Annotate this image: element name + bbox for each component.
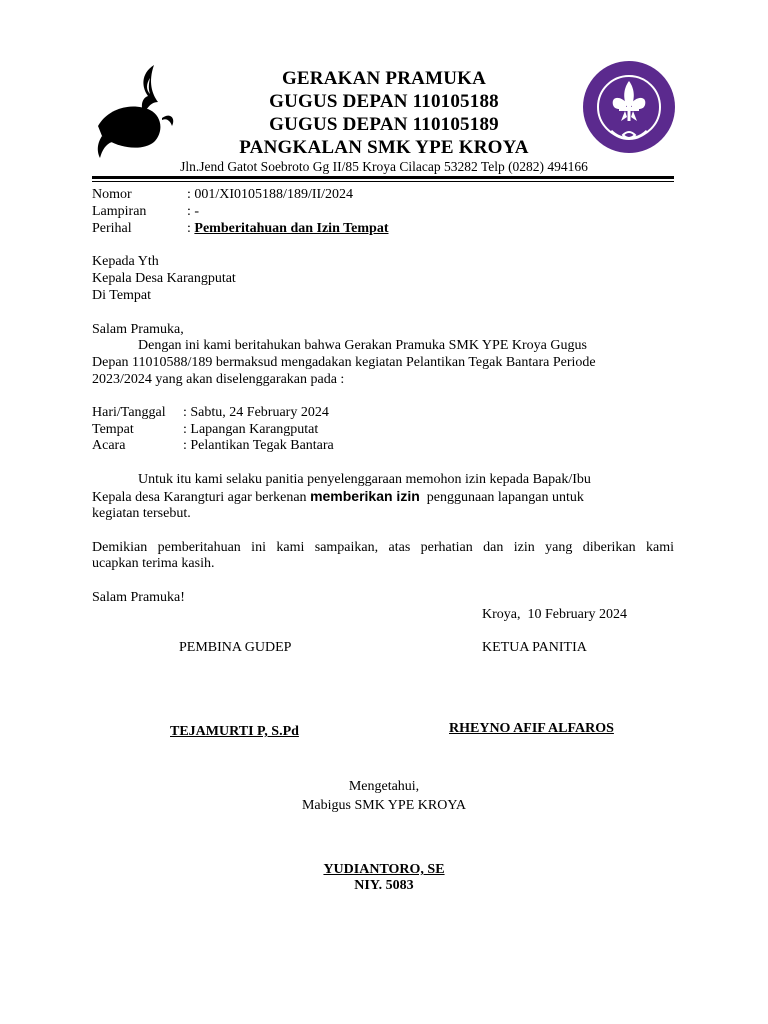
left-signature-name: TEJAMURTI P, S.Pd: [170, 724, 299, 739]
lampiran-value: : -: [187, 204, 200, 219]
place-date: Kroya, 10 February 2024: [482, 607, 628, 622]
event-date-value: : Sabtu, 24 February 2024: [183, 405, 329, 420]
lampiran-label: Lampiran: [92, 204, 147, 219]
left-signature-title: PEMBINA GUDEP: [179, 640, 292, 655]
bottom-signature-id: NIY. 5083: [354, 878, 414, 893]
nomor-label: Nomor: [92, 187, 132, 202]
ack-line-2: Mabigus SMK YPE KROYA: [301, 798, 466, 813]
perihal-colon: :: [187, 221, 195, 236]
recipient-line-3: Di Tempat: [92, 288, 152, 303]
para2-line-2: [92, 488, 584, 506]
para2-line-3: kegiatan tersebut.: [92, 506, 191, 521]
letterhead-line-1: GERAKAN PRAMUKA: [281, 68, 487, 89]
letterhead-divider-thin: [92, 181, 674, 182]
para2-line-2-post: penggunaan lapangan untuk: [419, 490, 584, 505]
para2-line-1: Untuk itu kami selaku panitia penyelenggaraan memohon izin kepada Bapak/Ibu: [138, 472, 591, 487]
event-place-label: Tempat: [92, 422, 134, 437]
para2-line-2-pre: Kepala desa Karangturi agar berkenan: [92, 490, 311, 505]
right-signature-title: KETUA PANITIA: [482, 640, 587, 655]
perihal-value: Pemberitahuan dan Izin Tempat: [194, 221, 389, 236]
letterhead-line-3: GUGUS DEPAN 110105189: [269, 114, 499, 135]
event-place-value: : Lapangan Karangputat: [183, 422, 319, 437]
recipient-line-2: Kepala Desa Karangputat: [92, 271, 236, 286]
closing: Salam Pramuka!: [92, 590, 185, 605]
para3-line-2: ucapkan terima kasih.: [92, 556, 215, 571]
letterhead-line-2: GUGUS DEPAN 110105188: [269, 91, 499, 112]
bottom-signature-name: YUDIANTORO, SE: [323, 862, 445, 877]
para1-line-3: 2023/2024 yang akan diselenggarakan pada :: [92, 372, 345, 387]
para3-line-1: Demikian pemberitahuan ini kami sampaikan, atas perhatian dan izin yang diberikan kami: [92, 540, 674, 555]
letterhead-line-4: PANGKALAN SMK YPE KROYA: [239, 137, 529, 158]
right-signature-name: RHEYNO AFIF ALFAROS: [449, 721, 614, 736]
perihal-line: [187, 220, 388, 237]
event-date-label: Hari/Tanggal: [92, 405, 166, 420]
event-agenda-label: Acara: [92, 438, 126, 453]
perihal-label: Perihal: [92, 221, 132, 236]
para1-line-2: Depan 11010588/189 bermaksud mengadakan kegiatan Pelantikan Tegak Bantara Periode: [92, 355, 596, 370]
event-agenda-value: : Pelantikan Tegak Bantara: [183, 438, 334, 453]
nomor-value: : 001/XI0105188/189/II/2024: [187, 187, 354, 202]
letterhead-divider-thick: [92, 176, 674, 179]
ack-line-1: Mengetahui,: [348, 779, 420, 794]
para2-emphasis: memberikan izin: [310, 488, 420, 504]
letterhead-address: Jln.Jend Gatot Soebroto Gg II/85 Kroya Cilacap 53282 Telp (0282) 494166: [180, 159, 588, 174]
para1-line-1: Dengan ini kami beritahukan bahwa Gerakan Pramuka SMK YPE Kroya Gugus: [138, 338, 587, 353]
recipient-line-1: Kepada Yth: [92, 254, 159, 269]
greeting: Salam Pramuka,: [92, 322, 184, 337]
